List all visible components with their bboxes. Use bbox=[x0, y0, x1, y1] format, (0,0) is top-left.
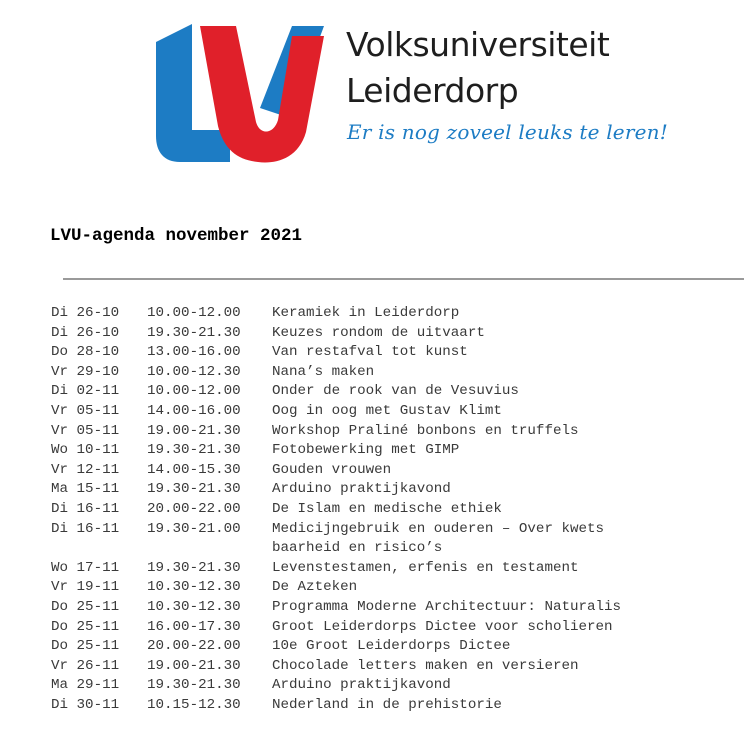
agenda-date: Do 28-10 bbox=[51, 344, 120, 361]
agenda-activity-title: Oog in oog met Gustav Klimt bbox=[272, 402, 502, 419]
agenda-activity-title: Chocolade letters maken en versieren bbox=[272, 657, 579, 674]
agenda-time: 10.15-12.30 bbox=[147, 696, 241, 713]
brand-name-line1: Volksuniversiteit bbox=[346, 25, 610, 64]
agenda-row bbox=[51, 382, 712, 402]
agenda-date: Vr 29-10 bbox=[51, 363, 120, 380]
agenda-time: 19.30-21.30 bbox=[147, 481, 241, 498]
agenda-row bbox=[51, 676, 712, 696]
agenda-time: 20.00-22.00 bbox=[147, 638, 241, 655]
lvu-logo-icon bbox=[156, 22, 328, 164]
agenda-row bbox=[51, 520, 712, 559]
agenda-date: Do 25-11 bbox=[51, 598, 120, 615]
agenda-time: 20.00-22.00 bbox=[147, 500, 241, 517]
agenda-time: 19.30-21.30 bbox=[147, 677, 241, 694]
agenda-activity-title: Arduino praktijkavond bbox=[272, 481, 451, 498]
agenda-date: Di 16-11 bbox=[51, 520, 120, 537]
agenda-activity-title: Levenstestamen, erfenis en testament bbox=[272, 559, 579, 576]
agenda-activity-title: Groot Leiderdorps Dictee voor scholieren bbox=[272, 618, 613, 635]
agenda-date: Do 25-11 bbox=[51, 618, 120, 635]
agenda-row bbox=[51, 578, 712, 598]
agenda-time: 19.00-21.30 bbox=[147, 657, 241, 674]
agenda-row bbox=[51, 480, 712, 500]
agenda-date: Do 25-11 bbox=[51, 638, 120, 655]
agenda-activity-title: 10e Groot Leiderdorps Dictee bbox=[272, 638, 511, 655]
agenda-row bbox=[51, 696, 712, 716]
agenda-activity-title: Programma Moderne Architectuur: Naturalis bbox=[272, 598, 622, 615]
agenda-time: 19.30-21.30 bbox=[147, 324, 241, 341]
agenda-time: 14.00-16.00 bbox=[147, 402, 241, 419]
agenda-activity-title: Van restafval tot kunst bbox=[272, 344, 468, 361]
agenda-date: Di 26-10 bbox=[51, 305, 120, 321]
agenda-activity-title: Arduino praktijkavond bbox=[272, 677, 451, 694]
agenda-date: Di 26-10 bbox=[51, 324, 120, 341]
agenda-date: Ma 15-11 bbox=[51, 481, 120, 498]
agenda-date: Ma 29-11 bbox=[51, 677, 120, 694]
agenda-activity-title: Medicijngebruik en ouderen – Over kwets baarheid en risico’s bbox=[272, 520, 605, 557]
agenda-row bbox=[51, 363, 712, 383]
agenda-date: Vr 19-11 bbox=[51, 579, 120, 596]
agenda-activity-title: Gouden vrouwen bbox=[272, 461, 392, 478]
agenda-row bbox=[51, 304, 712, 324]
agenda-date: Wo 10-11 bbox=[51, 442, 120, 459]
agenda-activity-title: De Azteken bbox=[272, 579, 358, 596]
agenda-row bbox=[51, 402, 712, 422]
agenda-row bbox=[51, 441, 712, 461]
agenda-time: 19.00-21.30 bbox=[147, 422, 241, 439]
agenda-time: 10.00-12.00 bbox=[147, 383, 241, 400]
agenda-activity-title: Onder de rook van de Vesuvius bbox=[272, 383, 519, 400]
agenda-activity-title: Keramiek in Leiderdorp bbox=[272, 305, 460, 321]
agenda-date: Vr 05-11 bbox=[51, 422, 120, 439]
agenda-date: Vr 12-11 bbox=[51, 461, 120, 478]
agenda-date: Di 16-11 bbox=[51, 500, 120, 517]
agenda-time: 19.30-21.00 bbox=[147, 520, 241, 537]
agenda-list bbox=[51, 304, 712, 715]
agenda-row bbox=[51, 500, 712, 520]
agenda-row bbox=[51, 343, 712, 363]
agenda-activity-title: Nederland in de prehistorie bbox=[272, 696, 502, 713]
agenda-time: 10.00-12.00 bbox=[147, 305, 241, 321]
agenda-time: 10.30-12.30 bbox=[147, 598, 241, 615]
agenda-date: Vr 26-11 bbox=[51, 657, 120, 674]
agenda-row bbox=[51, 461, 712, 481]
agenda-activity-title: De Islam en medische ethiek bbox=[272, 500, 502, 517]
agenda-activity-title: Workshop Praliné bonbons en truffels bbox=[272, 422, 579, 439]
agenda-time: 10.30-12.30 bbox=[147, 579, 241, 596]
brand-tagline: Er is nog zoveel leuks te leren! bbox=[347, 120, 668, 144]
agenda-row bbox=[51, 618, 712, 638]
agenda-time: 16.00-17.30 bbox=[147, 618, 241, 635]
agenda-row bbox=[51, 637, 712, 657]
agenda-row bbox=[51, 422, 712, 442]
agenda-row bbox=[51, 598, 712, 618]
brand-name-line2: Leiderdorp bbox=[346, 71, 519, 110]
agenda-activity-title: Keuzes rondom de uitvaart bbox=[272, 324, 485, 341]
agenda-date: Wo 17-11 bbox=[51, 559, 120, 576]
agenda-time: 10.00-12.30 bbox=[147, 363, 241, 380]
agenda-date: Vr 05-11 bbox=[51, 402, 120, 419]
agenda-date: Di 30-11 bbox=[51, 696, 120, 713]
agenda-time: 19.30-21.30 bbox=[147, 559, 241, 576]
agenda-title: LVU-agenda november 2021 bbox=[50, 226, 303, 246]
title-divider bbox=[63, 278, 744, 280]
agenda-row bbox=[51, 657, 712, 677]
agenda-time: 13.00-16.00 bbox=[147, 344, 241, 361]
agenda-row bbox=[51, 324, 712, 344]
agenda-activity-title: Fotobewerking met GIMP bbox=[272, 442, 460, 459]
agenda-time: 14.00-15.30 bbox=[147, 461, 241, 478]
agenda-time: 19.30-21.30 bbox=[147, 442, 241, 459]
agenda-activity-title: Nana’s maken bbox=[272, 363, 375, 380]
agenda-date: Di 02-11 bbox=[51, 383, 120, 400]
agenda-row bbox=[51, 559, 712, 579]
